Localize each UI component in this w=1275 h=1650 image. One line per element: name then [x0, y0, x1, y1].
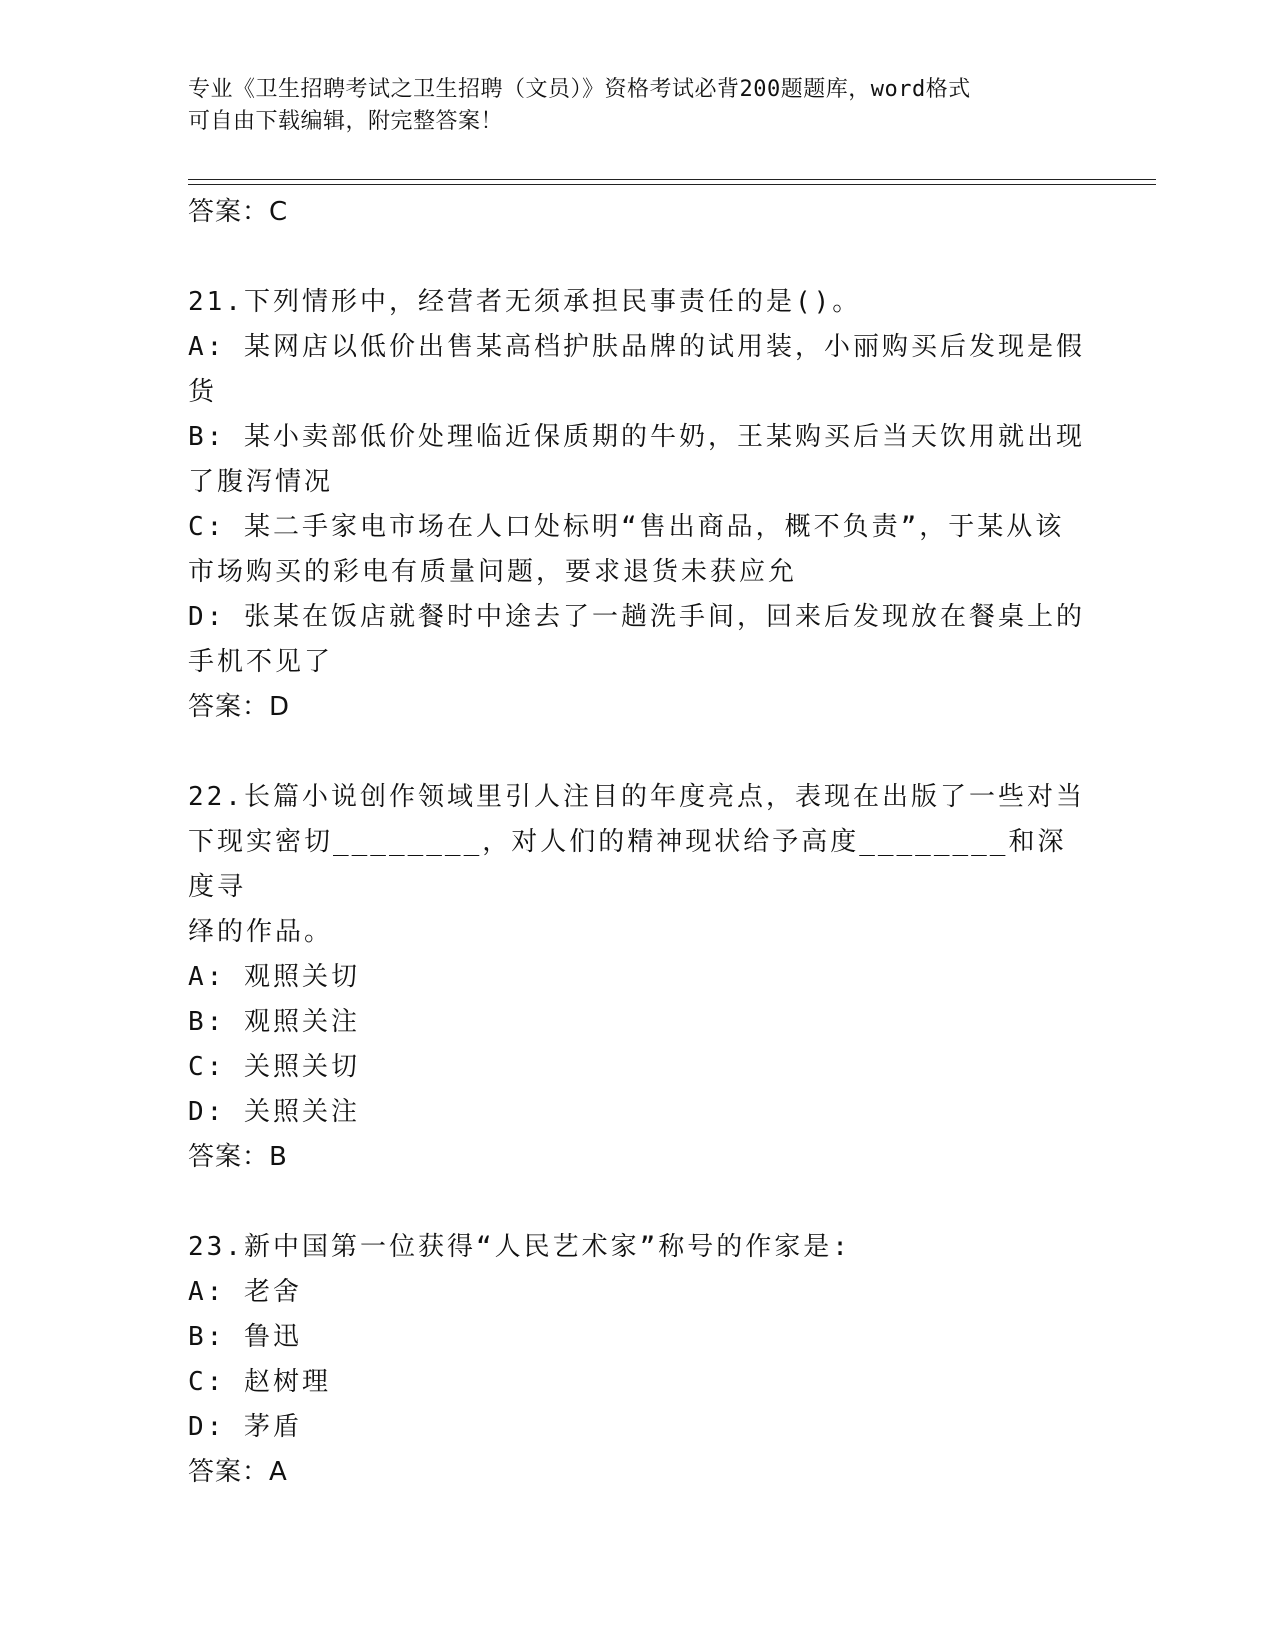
- header-rule-top: [188, 179, 1156, 180]
- document-body: [188, 190, 1088, 1495]
- option-b: B: 鲁迅: [188, 1322, 302, 1352]
- option-b: B: 观照关注: [188, 1007, 360, 1037]
- option-d: D: 张某在饭店就餐时中途去了一趟洗手间，回来后发现放在餐桌上的: [188, 602, 1085, 632]
- question-stem-line: 22.长篇小说创作领域里引人注目的年度亮点，表现在出版了一些对当: [188, 782, 1085, 812]
- answer-line: 答案：C: [188, 197, 289, 227]
- option-c: C: 关照关切: [188, 1052, 360, 1082]
- header-line-1: 专业《卫生招聘考试之卫生招聘（文员）》资格考试必背200题题库，word格式: [188, 77, 971, 102]
- question-stem-line: 21.下列情形中，经营者无须承担民事责任的是()。: [188, 287, 862, 317]
- header-line-2: 可自由下载编辑，附完整答案！: [188, 109, 504, 134]
- option-c-continued: 市场购买的彩电有质量问题，要求退货未获应允: [188, 557, 798, 587]
- question-stem-line: 绎的作品。: [188, 917, 334, 947]
- option-c: C: 赵树理: [188, 1367, 331, 1397]
- option-d: D: 茅盾: [188, 1412, 302, 1442]
- question-22: [188, 775, 1088, 1180]
- answer-line: 答案：D: [188, 692, 291, 722]
- option-a: A: 某网店以低价出售某高档护肤品牌的试用装，小丽购买后发现是假: [188, 332, 1085, 362]
- question-stem-line: 23.新中国第一位获得“人民艺术家”称号的作家是:: [188, 1232, 851, 1262]
- option-d: D: 关照关注: [188, 1097, 360, 1127]
- option-b: B: 某小卖部低价处理临近保质期的牛奶，王某购买后当天饮用就出现: [188, 422, 1085, 452]
- question-stem-line: 下现实密切________，对人们的精神现状给予高度________和深度寻: [188, 827, 1067, 902]
- option-d-continued: 手机不见了: [188, 647, 334, 677]
- question-23: [188, 1225, 1088, 1495]
- answer-line: 答案：B: [188, 1142, 288, 1172]
- option-a: A: 老舍: [188, 1277, 302, 1307]
- option-c: C: 某二手家电市场在人口处标明“售出商品，概不负责”，于某从该: [188, 512, 1065, 542]
- question-21: [188, 280, 1088, 730]
- document-header: [188, 74, 1088, 138]
- option-b-continued: 了腹泻情况: [188, 467, 334, 497]
- header-rule-bottom: [188, 184, 1156, 185]
- option-a: A: 观照关切: [188, 962, 360, 992]
- answer-line: 答案：A: [188, 1457, 288, 1487]
- option-a-continued: 货: [188, 377, 218, 407]
